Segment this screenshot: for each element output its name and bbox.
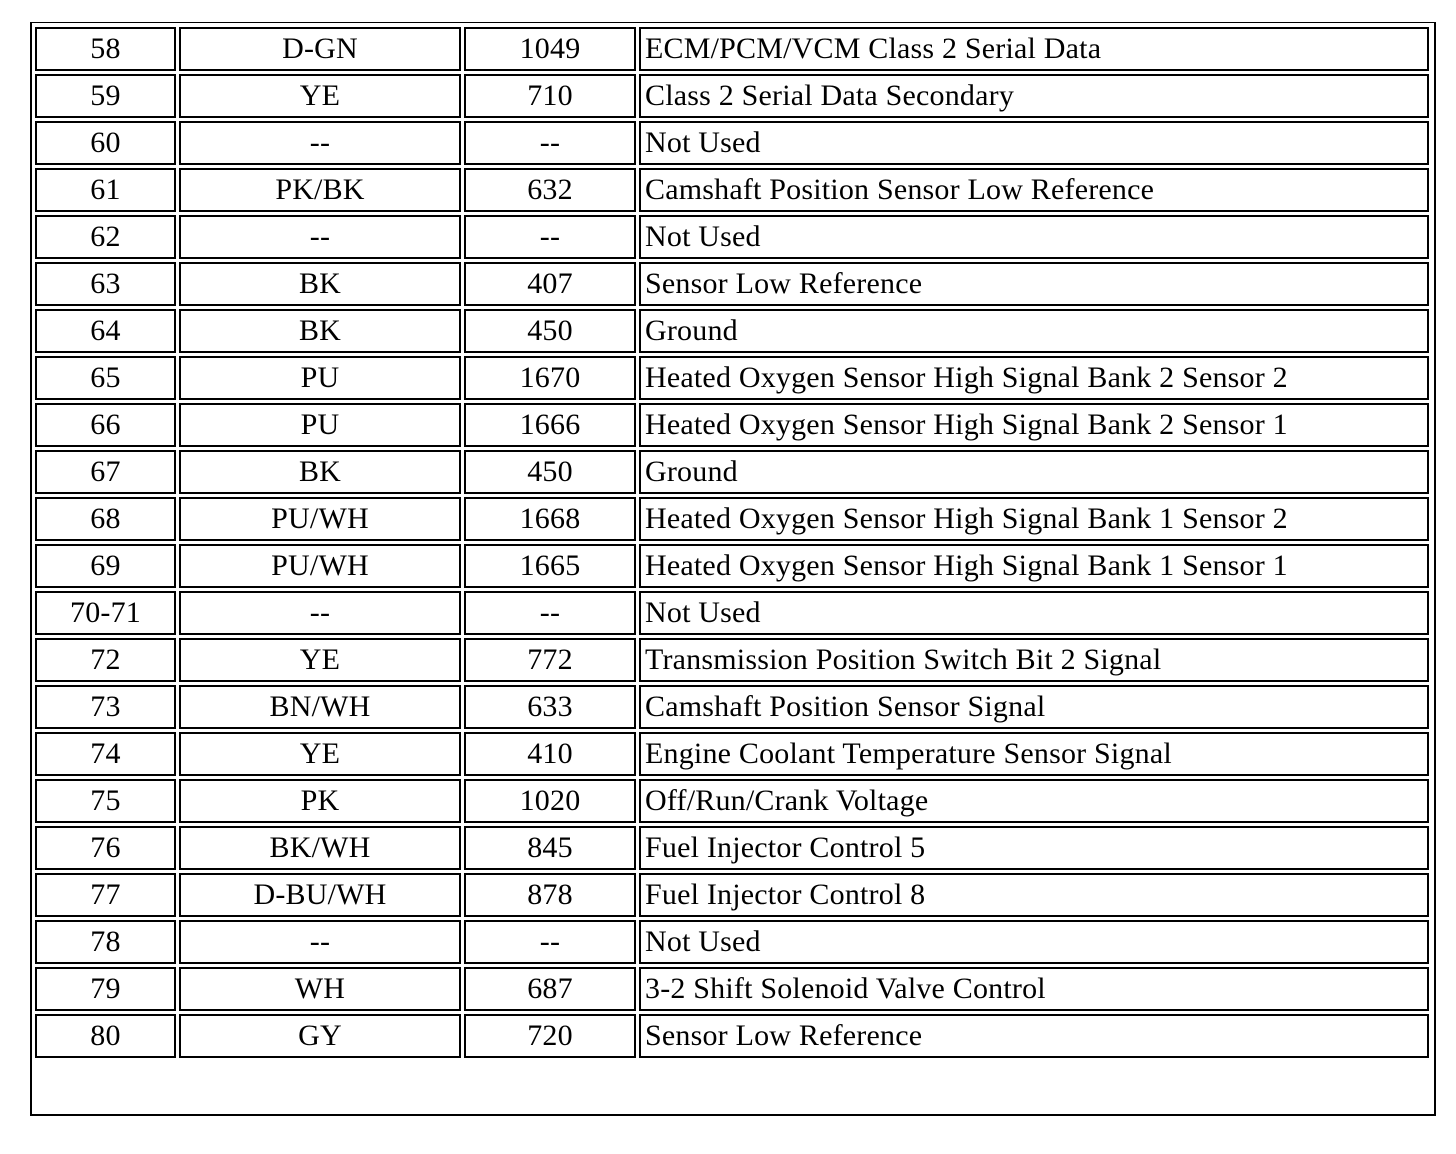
wire-color-cell: YE: [179, 732, 461, 776]
circuit-number-cell: 1670: [464, 356, 636, 400]
wire-color-cell: D-GN: [179, 27, 461, 71]
pin-number-cell: 70-71: [35, 591, 176, 635]
function-cell: Not Used: [639, 591, 1429, 635]
table-row: [35, 403, 1429, 447]
function-cell: Heated Oxygen Sensor High Signal Bank 1 Sensor 1: [639, 544, 1429, 588]
table-row: [35, 826, 1429, 870]
table-row: [35, 873, 1429, 917]
pinout-table: [32, 24, 1432, 1061]
wire-color-cell: YE: [179, 74, 461, 118]
wire-color-cell: D-BU/WH: [179, 873, 461, 917]
pin-number-cell: 79: [35, 967, 176, 1011]
circuit-number-cell: 687: [464, 967, 636, 1011]
wire-color-cell: BN/WH: [179, 685, 461, 729]
table-row: [35, 920, 1429, 964]
table-row: [35, 356, 1429, 400]
function-cell: Not Used: [639, 121, 1429, 165]
table-row: [35, 685, 1429, 729]
function-cell: Transmission Position Switch Bit 2 Signal: [639, 638, 1429, 682]
function-cell: Heated Oxygen Sensor High Signal Bank 2 Sensor 2: [639, 356, 1429, 400]
wire-color-cell: GY: [179, 1014, 461, 1058]
table-row: [35, 544, 1429, 588]
circuit-number-cell: 1049: [464, 27, 636, 71]
pin-number-cell: 67: [35, 450, 176, 494]
circuit-number-cell: 450: [464, 309, 636, 353]
function-cell: Camshaft Position Sensor Signal: [639, 685, 1429, 729]
function-cell: Heated Oxygen Sensor High Signal Bank 2 Sensor 1: [639, 403, 1429, 447]
wire-color-cell: --: [179, 121, 461, 165]
function-cell: Camshaft Position Sensor Low Reference: [639, 168, 1429, 212]
circuit-number-cell: 710: [464, 74, 636, 118]
function-cell: Ground: [639, 309, 1429, 353]
table-row: [35, 168, 1429, 212]
table-row: [35, 591, 1429, 635]
circuit-number-cell: 845: [464, 826, 636, 870]
circuit-number-cell: 1668: [464, 497, 636, 541]
wire-color-cell: --: [179, 920, 461, 964]
wire-color-cell: PU/WH: [179, 497, 461, 541]
table-row: [35, 732, 1429, 776]
function-cell: 3-2 Shift Solenoid Valve Control: [639, 967, 1429, 1011]
table-row: [35, 497, 1429, 541]
circuit-number-cell: 772: [464, 638, 636, 682]
wire-color-cell: PK/BK: [179, 168, 461, 212]
wire-color-cell: PK: [179, 779, 461, 823]
wire-color-cell: YE: [179, 638, 461, 682]
pin-number-cell: 66: [35, 403, 176, 447]
wire-color-cell: PU/WH: [179, 544, 461, 588]
wire-color-cell: --: [179, 591, 461, 635]
pin-number-cell: 64: [35, 309, 176, 353]
table-row: [35, 262, 1429, 306]
circuit-number-cell: 632: [464, 168, 636, 212]
circuit-number-cell: 720: [464, 1014, 636, 1058]
wire-color-cell: WH: [179, 967, 461, 1011]
pin-number-cell: 63: [35, 262, 176, 306]
circuit-number-cell: --: [464, 591, 636, 635]
table-row: [35, 215, 1429, 259]
pin-number-cell: 74: [35, 732, 176, 776]
pin-number-cell: 76: [35, 826, 176, 870]
circuit-number-cell: 450: [464, 450, 636, 494]
pin-number-cell: 77: [35, 873, 176, 917]
wire-color-cell: PU: [179, 356, 461, 400]
function-cell: Heated Oxygen Sensor High Signal Bank 1 Sensor 2: [639, 497, 1429, 541]
circuit-number-cell: --: [464, 920, 636, 964]
pin-number-cell: 61: [35, 168, 176, 212]
table-row: [35, 74, 1429, 118]
wire-color-cell: --: [179, 215, 461, 259]
table-row: [35, 638, 1429, 682]
pin-number-cell: 72: [35, 638, 176, 682]
function-cell: Fuel Injector Control 5: [639, 826, 1429, 870]
pin-number-cell: 62: [35, 215, 176, 259]
circuit-number-cell: --: [464, 215, 636, 259]
table-row: [35, 121, 1429, 165]
function-cell: Ground: [639, 450, 1429, 494]
wire-color-cell: BK: [179, 262, 461, 306]
function-cell: Sensor Low Reference: [639, 1014, 1429, 1058]
function-cell: Not Used: [639, 215, 1429, 259]
circuit-number-cell: 878: [464, 873, 636, 917]
wire-color-cell: BK: [179, 309, 461, 353]
function-cell: Fuel Injector Control 8: [639, 873, 1429, 917]
circuit-number-cell: 633: [464, 685, 636, 729]
pin-number-cell: 59: [35, 74, 176, 118]
pin-number-cell: 78: [35, 920, 176, 964]
table-row: [35, 450, 1429, 494]
circuit-number-cell: 1020: [464, 779, 636, 823]
pin-number-cell: 68: [35, 497, 176, 541]
pin-number-cell: 75: [35, 779, 176, 823]
pin-number-cell: 58: [35, 27, 176, 71]
table-row: [35, 967, 1429, 1011]
table-row: [35, 779, 1429, 823]
pin-number-cell: 73: [35, 685, 176, 729]
pin-number-cell: 80: [35, 1014, 176, 1058]
circuit-number-cell: 1665: [464, 544, 636, 588]
circuit-number-cell: 407: [464, 262, 636, 306]
table-row: [35, 1014, 1429, 1058]
function-cell: Not Used: [639, 920, 1429, 964]
table-row: [35, 27, 1429, 71]
function-cell: Sensor Low Reference: [639, 262, 1429, 306]
wire-color-cell: BK/WH: [179, 826, 461, 870]
function-cell: ECM/PCM/VCM Class 2 Serial Data: [639, 27, 1429, 71]
circuit-number-cell: --: [464, 121, 636, 165]
pin-number-cell: 65: [35, 356, 176, 400]
function-cell: Engine Coolant Temperature Sensor Signal: [639, 732, 1429, 776]
wire-color-cell: BK: [179, 450, 461, 494]
pin-number-cell: 69: [35, 544, 176, 588]
pin-number-cell: 60: [35, 121, 176, 165]
circuit-number-cell: 1666: [464, 403, 636, 447]
function-cell: Class 2 Serial Data Secondary: [639, 74, 1429, 118]
table-row: [35, 309, 1429, 353]
wire-color-cell: PU: [179, 403, 461, 447]
function-cell: Off/Run/Crank Voltage: [639, 779, 1429, 823]
circuit-number-cell: 410: [464, 732, 636, 776]
pinout-table-body: [35, 27, 1429, 1058]
